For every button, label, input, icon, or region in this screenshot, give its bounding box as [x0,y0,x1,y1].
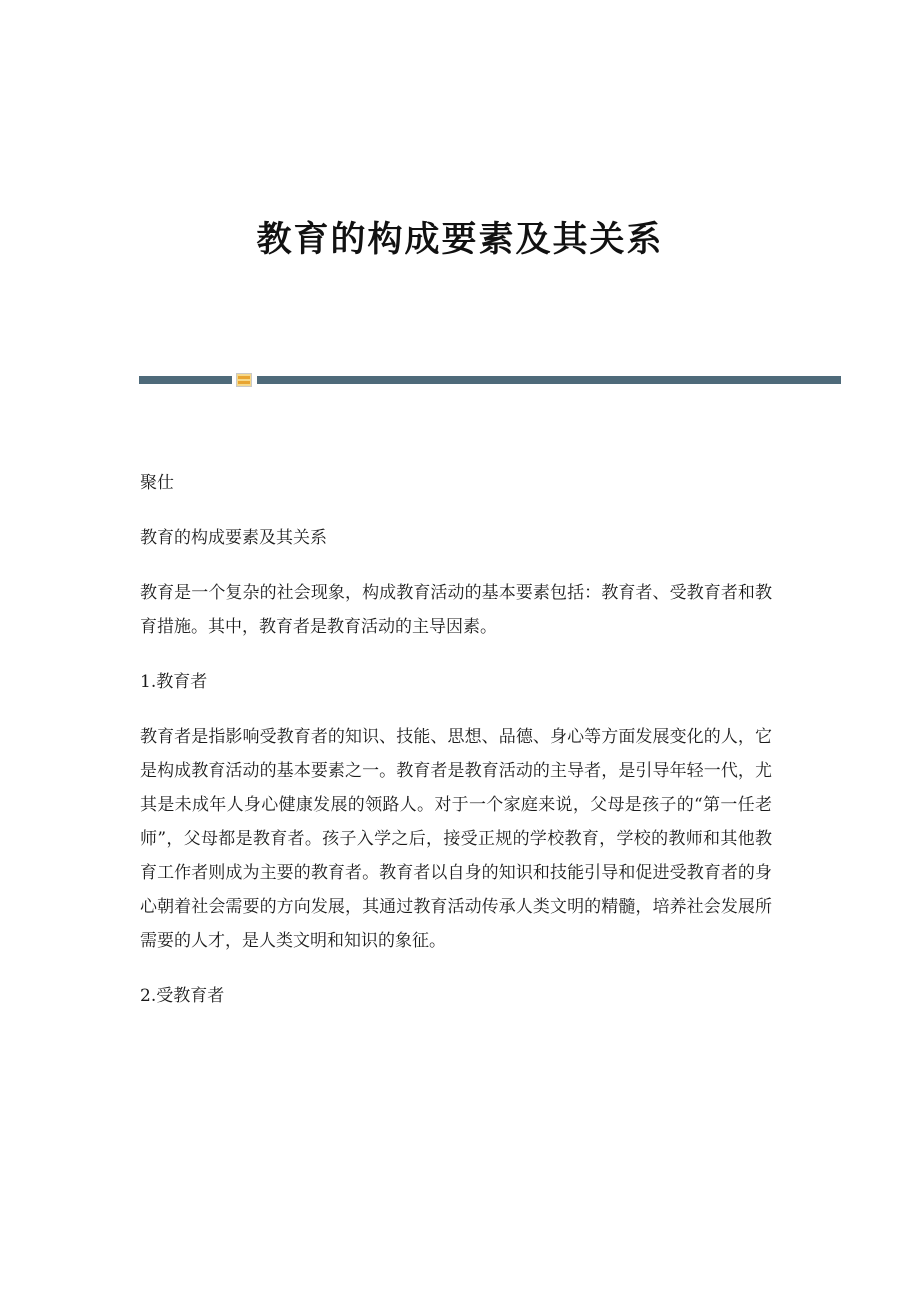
section-heading-educatee: 2.受教育者 [140,986,225,1006]
document-body [140,466,772,1034]
subtitle-line: 教育的构成要素及其关系 [140,528,327,548]
educator-paragraph: 教育者是指影响受教育者的知识、技能、思想、品德、身心等方面发展变化的人，它是构成教育活动的基本要素之一。教育者是教育活动的主导者，是引导年轻一代，尤其是未成年人身心健康发展的领路人。对于一个家庭来说，父母是孩子的“第一任老师”，父母都是教育者。孩子入学之后，接受正规的学校教育，学校的教师和其他教育工作者则成为主要的教育者。教育者以自身的知识和技能引导和促进受教育者的身心朝着社会需要的方向发展，其通过教育活动传承人类文明的精髓，培养社会发展所需要的人才，是人类文明和知识的象征。 [140,727,772,951]
divider-bar-right [257,376,841,384]
document-title: 教育的构成要素及其关系 [256,219,664,260]
author-line: 聚仕 [140,473,174,493]
document-emblem-icon [236,373,252,387]
intro-paragraph: 教育是一个复杂的社会现象，构成教育活动的基本要素包括：教育者、受教育者和教育措施。其中，教育者是教育活动的主导因素。 [140,583,772,637]
section-heading-educator: 1.教育者 [140,672,208,692]
divider-bar-left [139,376,232,384]
title-divider [139,373,841,387]
